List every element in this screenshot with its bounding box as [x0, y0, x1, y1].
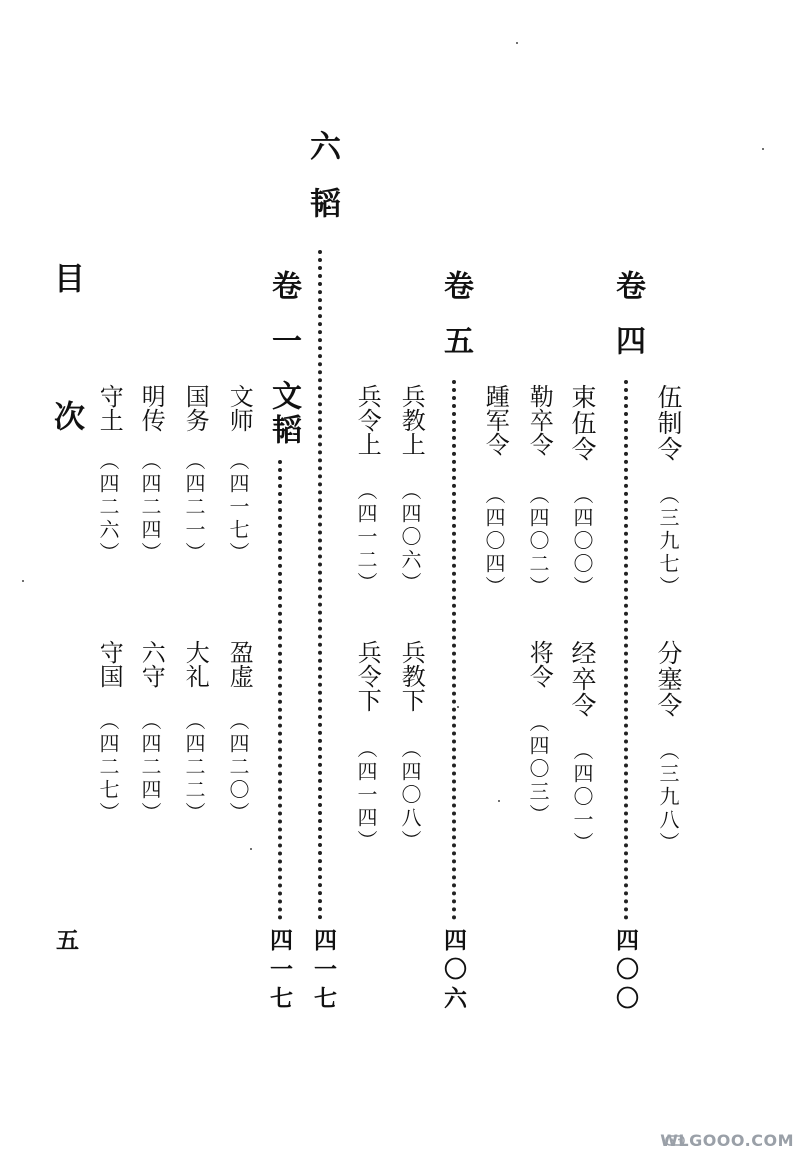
juan5-entry-page: （四〇八） [398, 738, 422, 853]
juan4-entry-page: （三九七） [656, 484, 680, 599]
juan4-entry-title: 经卒令 [568, 640, 597, 718]
juan4-entry-page: （四〇一） [570, 740, 594, 855]
juan5-entry-title: 兵教上 [397, 384, 426, 456]
juan1-entry-title: 守土 [95, 384, 124, 432]
juan5-entry-title: 兵教下 [397, 640, 426, 712]
juan1-entry-page: （四二七） [96, 710, 120, 825]
book-title-leader [318, 250, 322, 920]
juan4-entry-page: （四〇〇） [570, 484, 594, 599]
juan4-entry-page: （四〇四） [482, 484, 506, 599]
juan5-entry-title: 兵令下 [353, 640, 382, 712]
juan5-entry-page: （四〇六） [398, 480, 422, 595]
book-title-page: 四一七 [310, 928, 337, 1015]
scan-speck [762, 148, 764, 150]
site-watermark: WLGOOO.COM [660, 1131, 794, 1150]
juan5-page: 四〇六 [440, 928, 467, 1015]
juan4-entry-title: 踵军令 [481, 384, 510, 456]
juan4-entry-title: 分塞令 [654, 640, 683, 718]
page-number: 五 [52, 928, 79, 957]
juan4-entry-title: 束伍令 [568, 384, 597, 462]
scan-speck [516, 42, 518, 44]
juan1-entry-page: （四二〇） [226, 710, 250, 825]
scan-speck [22, 580, 24, 582]
juan5-label: 卷五 [438, 270, 473, 380]
juan1-label: 卷一 [266, 270, 301, 380]
juan1-entry-page: （四一七） [226, 450, 250, 565]
toc-heading-ci: 次 [48, 400, 84, 457]
juan4-entry-title: 勒卒令 [525, 384, 554, 456]
juan4-entry-page: （四〇二） [526, 484, 550, 599]
juan5-entry-page: （四一四） [354, 738, 378, 853]
juan1-entry-title: 守国 [95, 640, 124, 688]
juan1-subtitle: 文韬 [266, 380, 301, 448]
juan5-entry-title: 兵令上 [353, 384, 382, 456]
scan-speck [498, 800, 500, 802]
book-title: 六韬 [304, 130, 340, 244]
juan5-leader [452, 380, 456, 920]
juan4-entry-title: 伍制令 [654, 384, 683, 462]
juan1-entry-title: 六守 [137, 640, 166, 688]
juan4-label: 卷四 [610, 270, 645, 380]
scan-speck [250, 848, 252, 850]
juan4-entry-title: 将令 [525, 640, 554, 688]
juan4-entry-page: （三九八） [656, 740, 680, 855]
juan4-leader [624, 380, 628, 920]
juan1-entry-title: 盈虚 [225, 640, 254, 688]
scan-speck [457, 706, 459, 708]
juan1-entry-page: （四二一） [182, 450, 206, 565]
juan1-entry-page: （四二四） [138, 710, 162, 825]
juan1-entry-page: （四二二） [182, 710, 206, 825]
juan5-entry-page: （四一二） [354, 480, 378, 595]
juan1-entry-title: 明传 [137, 384, 166, 432]
juan1-entry-title: 文师 [225, 384, 254, 432]
juan1-entry-title: 大礼 [181, 640, 210, 688]
juan4-entry-page: （四〇三） [526, 712, 550, 827]
juan1-leader [278, 460, 282, 920]
juan1-entry-page: （四二六） [96, 450, 120, 565]
toc-heading-mu: 目 [48, 262, 84, 319]
juan1-entry-title: 国务 [181, 384, 210, 432]
juan1-page: 四一七 [266, 928, 293, 1015]
juan4-page: 四〇〇 [612, 928, 639, 1015]
juan1-entry-page: （四二四） [138, 450, 162, 565]
